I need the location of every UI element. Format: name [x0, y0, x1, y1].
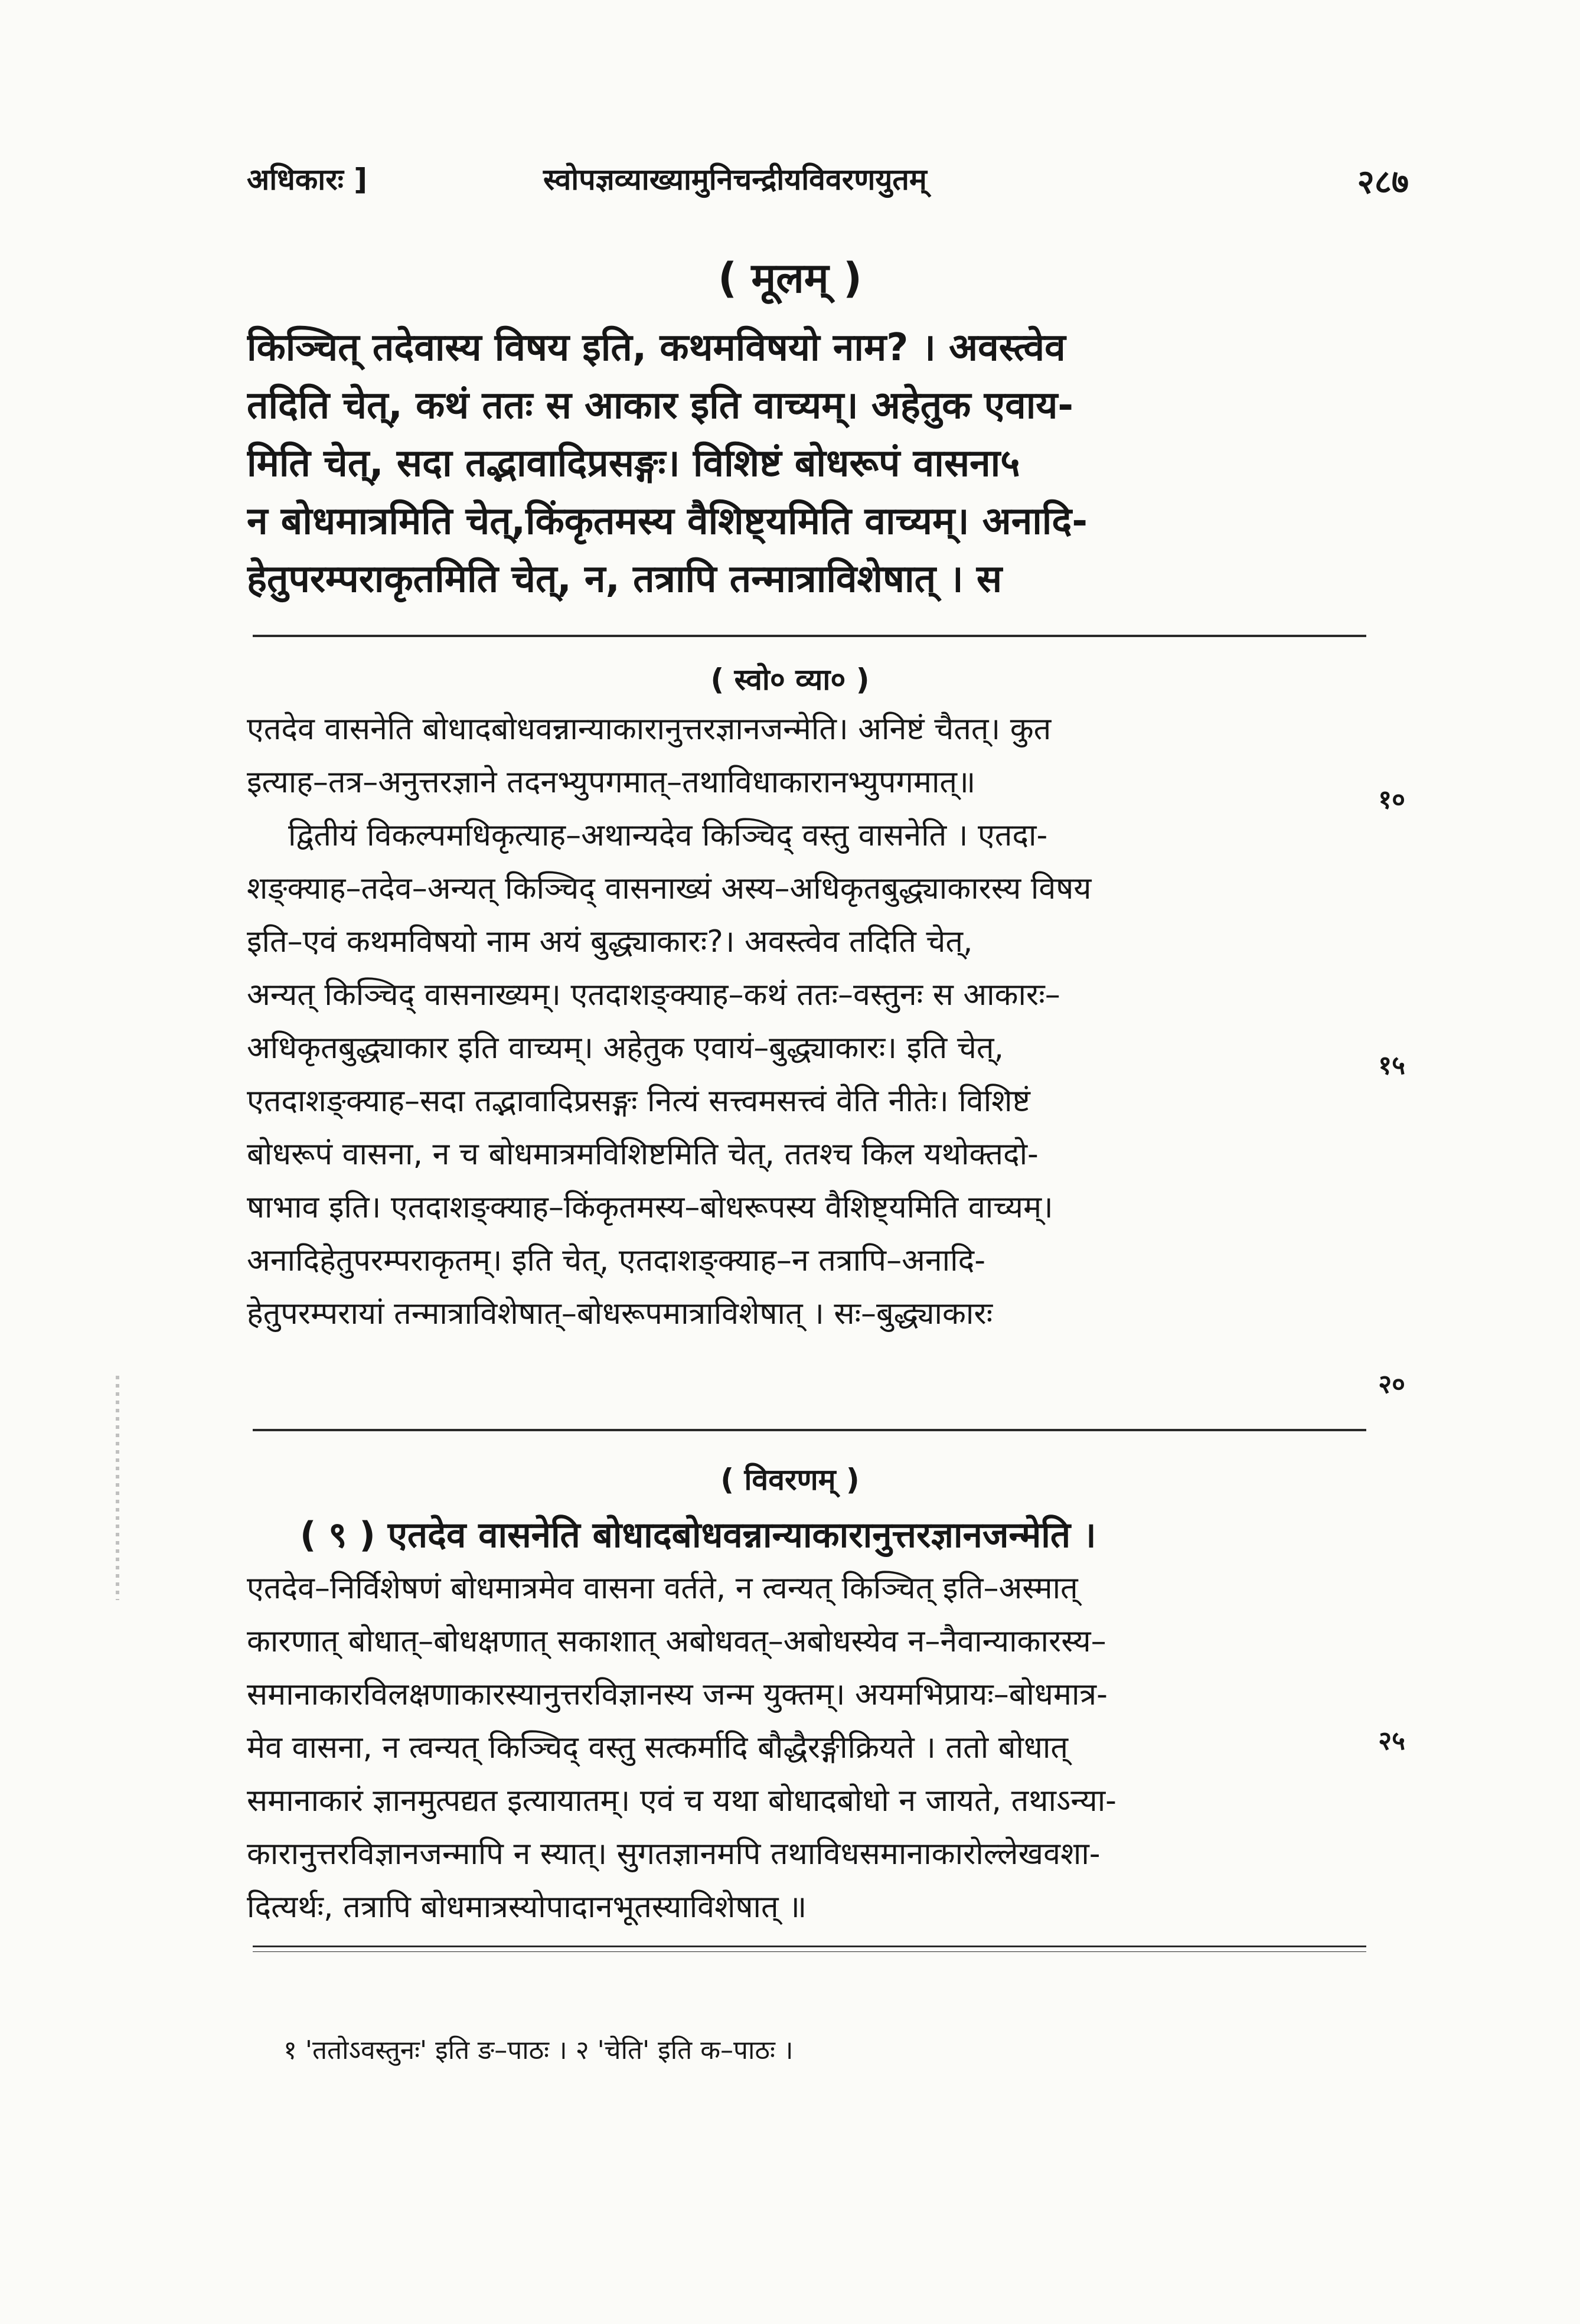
book-title: स्वोपज्ञव्याख्यामुनिचन्द्रीयविवरणयुतम् [543, 162, 927, 197]
section-divider [253, 635, 1366, 637]
svo-line: एतदेव वासनेति बोधादबोधवन्नान्याकारानुत्तरज्ञानजन्मेति। अनिष्टं चैतत्। कुत [247, 711, 1052, 747]
mool-line: मिति चेत्, सदा तद्भावादिप्रसङ्गः। विशिष्टं बोधरूपं वासना५ [247, 442, 1020, 485]
svo-commentary [247, 703, 1367, 1340]
svo-line: बोधरूपं वासना, न च बोधमात्रमविशिष्टमिति चेत्, ततश्च किल यथोक्तदो- [247, 1137, 1039, 1172]
line-number: १५ [1378, 1050, 1405, 1081]
svo-line: इत्याह–तत्र–अनुत्तरज्ञाने तदनभ्युपगमात्–तथाविधाकारानभ्युपगमात्॥ [247, 765, 976, 800]
viv-line: समानाकारं ज्ञानमुत्पद्यत इत्यायातम्। एवं च यथा बोधादबोधो न जायते, तथाऽन्या- [247, 1783, 1117, 1819]
section-divider [253, 1429, 1366, 1431]
mool-line: न बोधमात्रमिति चेत्,किंकृतमस्य वैशिष्ट्यमिति वाच्यम्। अनादि- [247, 500, 1088, 543]
viv-line: ( ९ ) एतदेव वासनेति बोधादबोधवन्नान्याकारानुत्तरज्ञानजन्मेति । [300, 1514, 1096, 1556]
viv-line: कारणात् बोधात्–बोधक्षणात् सकाशात् अबोधवत्–अबोधस्येव न–नैवान्याकारस्य– [247, 1624, 1106, 1659]
viv-line: कारानुत्तरविज्ञानजन्मापि न स्यात्। सुगतज्ञानमपि तथाविधसमानाकारोल्लेखवशा- [247, 1836, 1101, 1872]
mool-line: किञ्चित् तदेवास्य विषय इति, कथमविषयो नाम? । अवस्त्वेव [247, 326, 1066, 370]
viv-line: समानाकारविलक्षणाकारस्यानुत्तरविज्ञानस्य जन्म युक्तम्। अयमभिप्रायः–बोधमात्र- [247, 1677, 1108, 1712]
svo-line: इति–एवं कथमविषयो नाम अयं बुद्ध्याकारः?। अवस्त्वेव तदिति चेत्, [247, 924, 973, 959]
line-number: १० [1378, 785, 1405, 815]
svo-line: अन्यत् किञ्चिद् वासनाख्यम्। एतदाशङ्क्याह–कथं ततः–वस्तुनः स आकारः– [247, 977, 1060, 1013]
svo-line: एतदाशङ्क्याह–सदा तद्भावादिप्रसङ्गः नित्यं सत्त्वमसत्त्वं वेति नीतेः। विशिष्टं [247, 1083, 1030, 1119]
footnote-divider [253, 1946, 1366, 1947]
line-number: २५ [1378, 1726, 1405, 1756]
chapter-label: अधिकारः ] [247, 162, 368, 197]
svo-line: षाभाव इति। एतदाशङ्क्याह–किंकृतमस्य–बोधरूपस्य वैशिष्ट्यमिति वाच्यम्। [247, 1190, 1053, 1225]
mool-heading: ( मूलम् ) [718, 254, 862, 302]
svo-line: शङ्क्याह–तदेव–अन्यत् किञ्चिद् वासनाख्यं अस्य–अधिकृतबुद्ध्याकारस्य विषय [247, 871, 1092, 906]
line-number: २० [1378, 1369, 1405, 1399]
svo-heading: ( स्वो० व्या० ) [710, 662, 870, 697]
svo-line: हेतुपरम्परायां तन्मात्राविशेषात्–बोधरूपमात्राविशेषात् । सः–बुद्ध्याकारः [247, 1296, 993, 1331]
svo-line: द्वितीयं विकल्पमधिकृत्याह–अथान्यदेव किञ्चिद् वस्तु वासनेति । एतदा- [288, 818, 1048, 853]
mool-text [247, 319, 1367, 608]
svo-line: अधिकृतबुद्ध्याकार इति वाच्यम्। अहेतुक एवायं–बुद्ध्याकारः। इति चेत्, [247, 1030, 1004, 1066]
mool-line: तदिति चेत्, कथं ततः स आकार इति वाच्यम्। अहेतुक एवाय- [247, 384, 1073, 427]
viv-heading: ( विवरणम् ) [720, 1463, 860, 1497]
mool-line: हेतुपरम्पराकृतमिति चेत्, न, तत्रापि तन्मात्राविशेषात् । स [247, 557, 1003, 601]
footnotes: १ 'ततोऽवस्तुनः' इति ङ–पाठः । २ 'चेति' इति क–पाठः । [283, 2035, 794, 2065]
footnote-divider-thin [253, 1951, 1366, 1952]
viv-line: दित्यर्थः, तत्रापि बोधमात्रस्योपादानभूतस्याविशेषात् ॥ [247, 1889, 807, 1925]
running-head [247, 158, 1409, 211]
viv-line: एतदेव–निर्विशेषणं बोधमात्रमेव वासना वर्तते, न त्वन्यत् किञ्चित् इति–अस्मात् [247, 1571, 1078, 1606]
page-number: २८७ [1357, 163, 1409, 201]
svo-line: अनादिहेतुपरम्पराकृतम्। इति चेत्, एतदाशङ्क्याह–न तत्रापि–अनादि- [247, 1243, 985, 1278]
vivaranam-commentary [247, 1509, 1367, 1934]
viv-line: मेव वासना, न त्वन्यत् किञ्चिद् वस्तु सत्कर्मादि बौद्धैरङ्गीक्रियते । ततो बोधात् [247, 1730, 1069, 1765]
scan-margin-mark [116, 1376, 119, 1600]
